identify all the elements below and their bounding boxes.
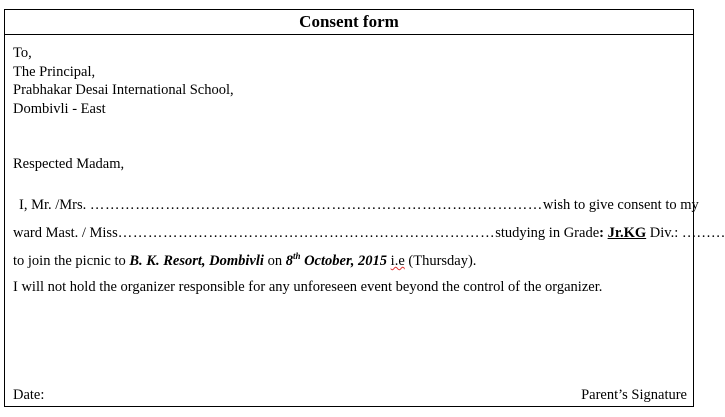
parent-name-label: I, Mr. /Mrs. [19, 197, 87, 213]
consent-line-parent [19, 197, 699, 214]
address-line-principal: The Principal, [13, 64, 96, 80]
consent-form [4, 9, 725, 407]
ward-name-blank: ………………………………………………………………… [117, 225, 496, 241]
picnic-on: on [263, 253, 286, 269]
consent-text: wish to give consent to my [542, 197, 699, 213]
division-label: Div.: ……… [646, 225, 725, 241]
parent-signature-label: Parent’s Signature [581, 387, 687, 403]
picnic-place: B. K. Resort, Dombivli [129, 253, 264, 269]
address-line-to: To, [13, 45, 32, 61]
parent-name-blank: ……………………………………………………………………………… [89, 197, 543, 213]
consent-line-picnic [13, 253, 476, 270]
grade-value: Jr.KG [607, 225, 647, 241]
ward-name-label: ward Mast. / Miss [13, 225, 118, 241]
address-line-school: Prabhakar Desai International School, [13, 82, 234, 98]
picnic-date-suffix: th [292, 251, 301, 262]
picnic-date-day: 8 [285, 253, 293, 269]
picnic-date-rest: October, 2015 [300, 253, 388, 269]
picnic-day: (Thursday). [404, 253, 477, 269]
grade-label: studying in Grade [495, 225, 600, 241]
salutation: Respected Madam, [13, 156, 125, 172]
grade-prefix: : [599, 225, 608, 241]
address-line-city: Dombivli - East [13, 101, 106, 117]
form-title: Consent form [4, 9, 694, 35]
consent-line-ward [13, 225, 725, 242]
ie-text: i.e [390, 253, 405, 269]
date-label: Date: [13, 387, 45, 403]
responsibility-paragraph: I will not hold the organizer responsible for any unforeseen event beyond the control of the organizer. [13, 279, 603, 295]
picnic-text: to join the picnic to [13, 253, 130, 269]
